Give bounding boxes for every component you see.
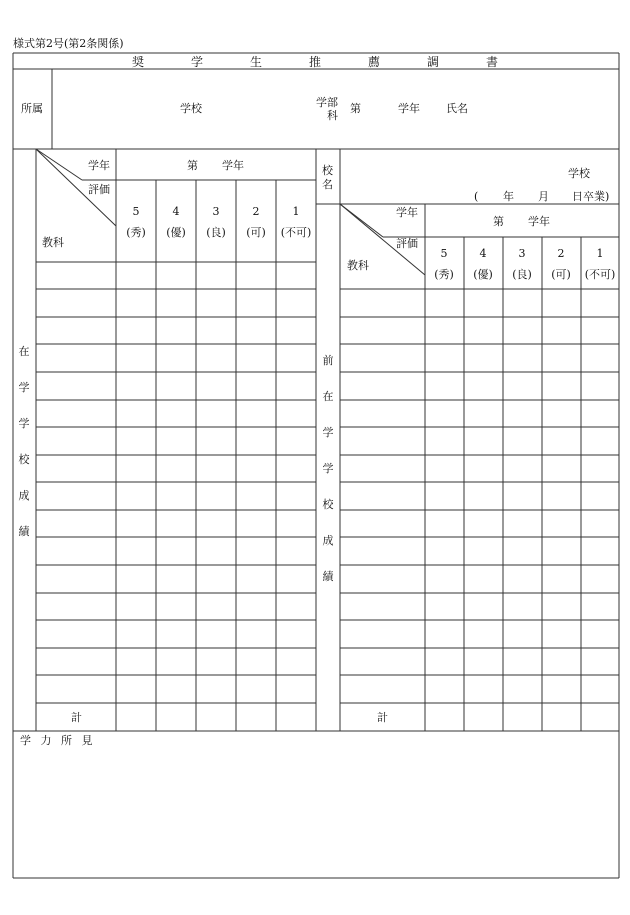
right-total-label: 計 xyxy=(377,711,388,724)
title-char: 学 xyxy=(190,55,204,69)
title-char: 薦 xyxy=(367,55,381,69)
remarks-area[interactable] xyxy=(14,748,618,877)
vertical-char: 成 xyxy=(18,489,30,502)
right-vertical-label xyxy=(322,355,334,607)
right-rating-name: (不可) xyxy=(584,268,616,281)
faculty-label-bottom: 科 xyxy=(327,109,338,122)
vertical-char: 学 xyxy=(18,381,30,394)
vertical-char: 学 xyxy=(18,417,30,430)
left-rating-num: 4 xyxy=(172,205,180,218)
vertical-char: 学 xyxy=(322,462,334,475)
left-vertical-label xyxy=(18,346,30,562)
graduation-year: 年 xyxy=(503,190,514,203)
left-rating-name: (可) xyxy=(246,226,266,239)
graduation-month: 月 xyxy=(538,190,549,203)
grade-suffix: 学年 xyxy=(398,102,420,115)
title-char: 生 xyxy=(249,55,263,69)
vertical-char: 校 xyxy=(18,453,30,466)
left-rating-name: (優) xyxy=(166,226,186,239)
vertical-char: 在 xyxy=(18,345,30,358)
title-char: 奨 xyxy=(131,55,145,69)
vertical-char: 校 xyxy=(322,498,334,511)
left-rating-name: (秀) xyxy=(126,226,146,239)
school-label: 学校 xyxy=(180,102,202,115)
title-char: 推 xyxy=(308,55,322,69)
prev-school-label: 学校 xyxy=(568,167,590,180)
vertical-char: 在 xyxy=(322,390,334,403)
left-grade-prefix: 第 xyxy=(187,159,198,172)
left-rating-num: 3 xyxy=(212,205,220,218)
name-label: 氏名 xyxy=(446,102,468,115)
graduation-open: ( xyxy=(474,190,479,203)
right-grade-prefix: 第 xyxy=(493,215,504,228)
right-subject-label: 教科 xyxy=(347,259,369,272)
title-char: 書 xyxy=(485,55,499,69)
title-char: 調 xyxy=(426,55,440,69)
left-total-label: 計 xyxy=(71,711,82,724)
right-rating-name: (可) xyxy=(551,268,571,281)
left-rating-num: 1 xyxy=(292,205,300,218)
left-rating-num: 5 xyxy=(132,205,140,218)
left-rating-name: (良) xyxy=(206,226,226,239)
right-rating-name: (良) xyxy=(512,268,532,281)
right-rating-label: 評価 xyxy=(396,237,418,250)
left-subject-label: 教科 xyxy=(42,236,64,249)
vertical-char: 学 xyxy=(322,426,334,439)
vertical-char: 前 xyxy=(322,354,334,367)
left-grade-suffix: 学年 xyxy=(222,159,244,172)
left-rating-name: (不可) xyxy=(280,226,312,239)
affiliation-label: 所属 xyxy=(21,102,43,115)
right-rating-num: 2 xyxy=(557,247,565,260)
right-rating-num: 4 xyxy=(479,247,487,260)
left-grade-label: 学年 xyxy=(88,159,110,172)
left-rating-label: 評価 xyxy=(88,183,110,196)
vertical-char: 績 xyxy=(18,525,30,538)
right-rating-num: 3 xyxy=(518,247,526,260)
left-rating-num: 2 xyxy=(252,205,260,218)
right-rating-num: 1 xyxy=(596,247,604,260)
right-rating-name: (優) xyxy=(473,268,493,281)
remarks-label: 学 力 所 見 xyxy=(20,734,96,747)
school-name-label-bottom: 名 xyxy=(322,178,333,191)
faculty-label-top: 学部 xyxy=(316,96,338,109)
right-grade-suffix: 学年 xyxy=(528,215,550,228)
grade-prefix: 第 xyxy=(350,102,361,115)
right-rating-name: (秀) xyxy=(434,268,454,281)
vertical-char: 成 xyxy=(322,534,334,547)
right-rating-num: 5 xyxy=(440,247,448,260)
right-grade-label: 学年 xyxy=(396,206,418,219)
school-name-label-top: 校 xyxy=(322,164,333,177)
form-number: 様式第2号(第2条関係) xyxy=(13,37,124,50)
graduation-close: 日卒業) xyxy=(572,190,610,203)
vertical-char: 績 xyxy=(322,570,334,583)
